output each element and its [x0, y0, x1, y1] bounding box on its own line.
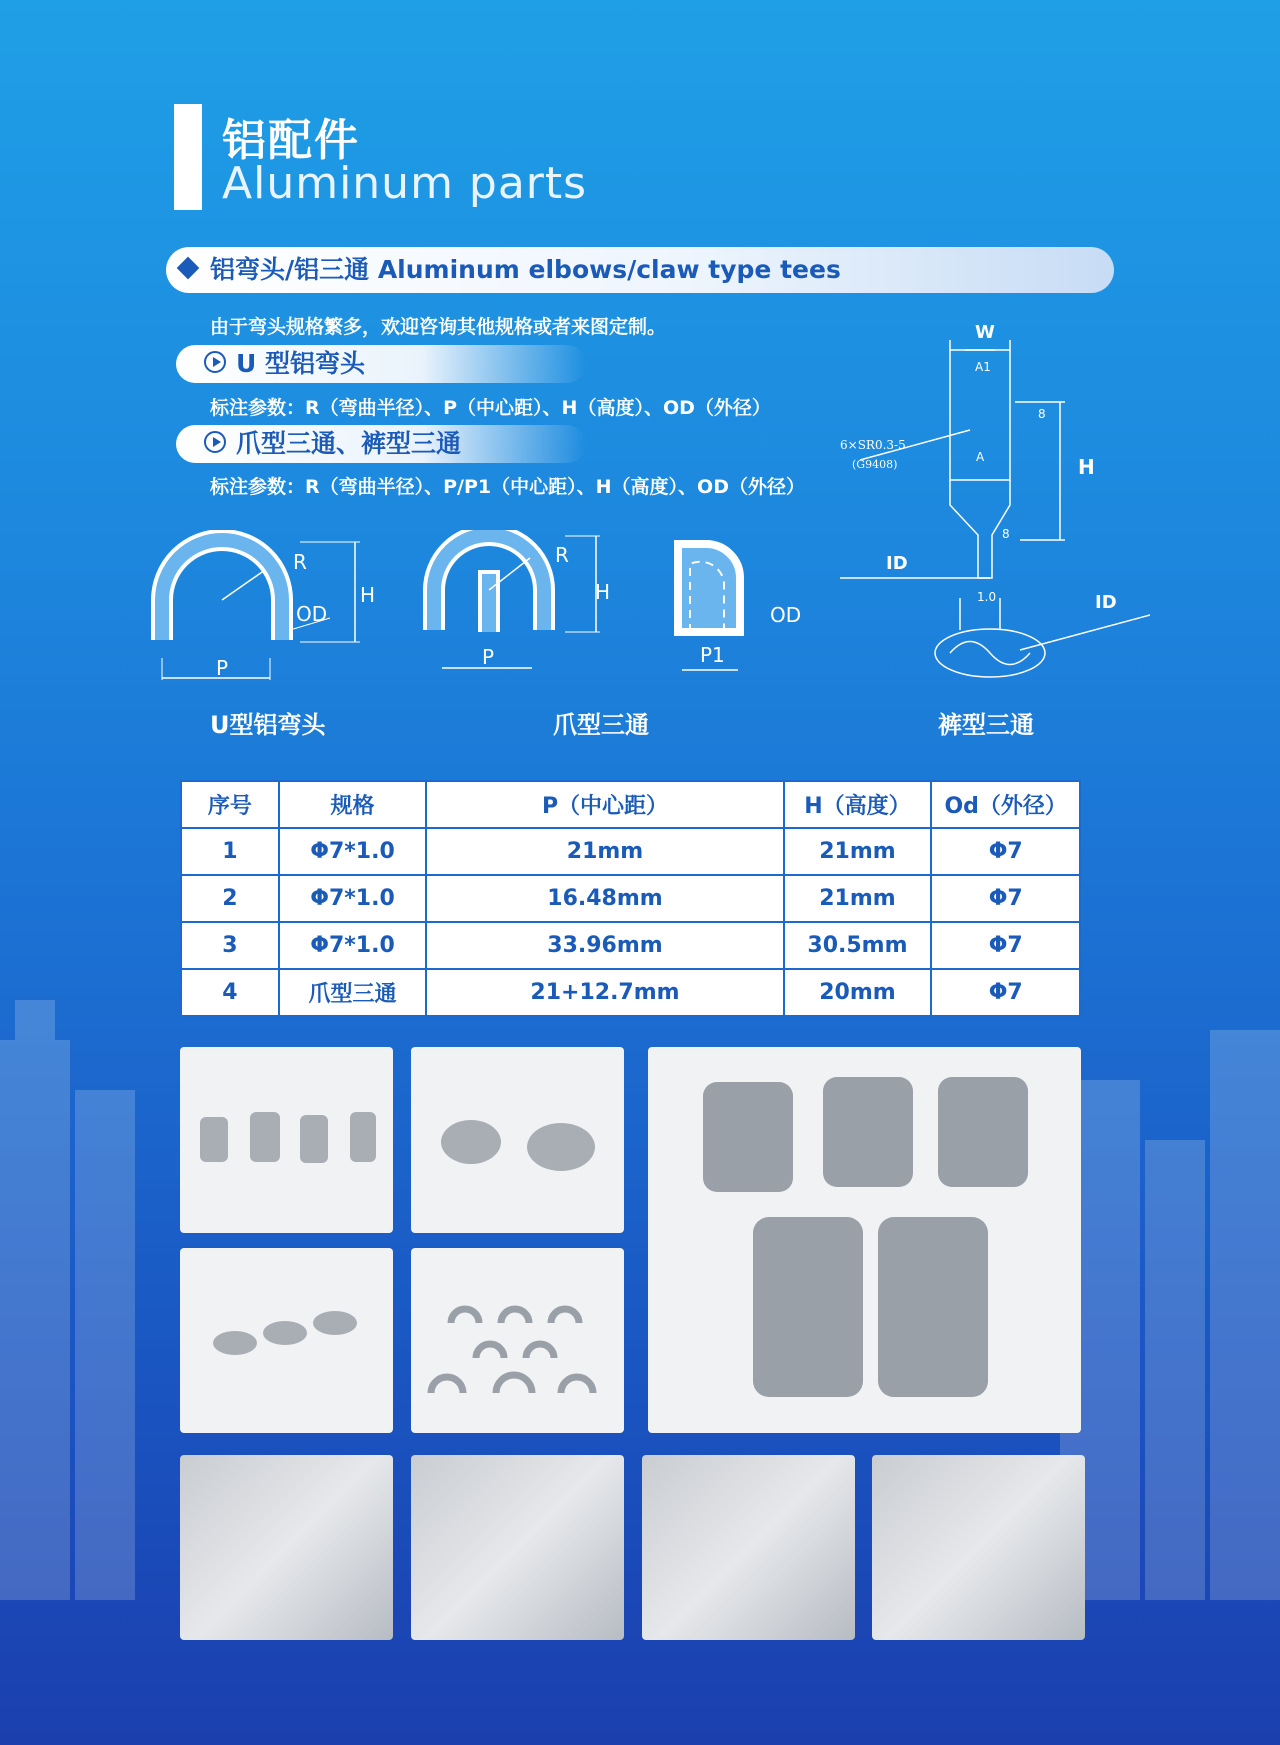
- table-cell: 30.5mm: [784, 922, 932, 969]
- pants-tee-closeup-icon: [648, 1047, 1081, 1433]
- pants-tee-label-a: A: [976, 450, 985, 464]
- subsection-title: 爪型三通、裤型三通: [236, 429, 462, 458]
- section-title: 铝弯头/铝三通 Aluminum elbows/claw type tees: [210, 255, 841, 284]
- application-photo-1: [180, 1455, 393, 1640]
- pants-tee-label-w: W: [975, 322, 995, 343]
- application-photo-4: [872, 1455, 1085, 1640]
- claw-side-label-od: OD: [770, 603, 802, 627]
- table-cell: Φ7: [931, 922, 1080, 969]
- table-header: 序号: [181, 781, 279, 828]
- title-accent-bar: [174, 104, 202, 210]
- u-elbow-label-r: R: [293, 550, 307, 574]
- diamond-icon: [177, 257, 200, 280]
- table-cell: 3: [181, 922, 279, 969]
- u-elbow-caption: U型铝弯头: [210, 711, 326, 739]
- table-row: [181, 922, 1080, 969]
- table-cell: 21mm: [426, 828, 783, 875]
- table-cell: 2: [181, 875, 279, 922]
- product-photo-pants-tees: [180, 1047, 393, 1233]
- table-cell: 21mm: [784, 875, 932, 922]
- page-title-cn: 铝配件: [222, 115, 360, 166]
- table-cell: 21mm: [784, 828, 932, 875]
- pants-tee-note1: 6×SR0.3-5: [840, 438, 906, 452]
- table-row: [181, 969, 1080, 1016]
- u-elbow-diagram: [150, 530, 400, 690]
- pants-tee-label-a1: A1: [975, 360, 991, 374]
- subsection-params: 标注参数：R（弯曲半径）、P/P1（中心距）、H（高度）、OD（外径）: [210, 476, 805, 498]
- claw-tee-diagram: [420, 530, 620, 680]
- table-row: [181, 828, 1080, 875]
- application-photo-3: [642, 1455, 855, 1640]
- table-cell: 1: [181, 828, 279, 875]
- table-cell: 21+12.7mm: [426, 969, 783, 1016]
- table-cell: 33.96mm: [426, 922, 783, 969]
- u-elbow-label-h: H: [360, 583, 376, 607]
- product-photo-claw-tees-2: [180, 1248, 393, 1433]
- product-photo-u-elbows: [411, 1248, 624, 1433]
- table-cell: Φ7*1.0: [279, 828, 427, 875]
- subsection-title: U 型铝弯头: [236, 349, 366, 378]
- subsection-u-elbow: [176, 345, 586, 383]
- pants-tee-note2: (G9408): [852, 458, 898, 471]
- table-header-row: [181, 781, 1080, 828]
- claw-tee-label-r: R: [555, 543, 569, 567]
- table-cell: Φ7: [931, 875, 1080, 922]
- play-circle-icon: [204, 351, 226, 373]
- claw-tee-caption: 爪型三通: [553, 711, 649, 739]
- claw-tee-row-icon: [180, 1248, 393, 1433]
- table-cell: Φ7: [931, 828, 1080, 875]
- table-cell: 16.48mm: [426, 875, 783, 922]
- claw-tee-parts-icon: [411, 1047, 624, 1233]
- pants-tee-label-id2: ID: [1095, 592, 1117, 613]
- table-cell: 4: [181, 969, 279, 1016]
- pants-tee-label-id: ID: [886, 553, 908, 574]
- table-row: [181, 875, 1080, 922]
- pants-tee-drawing: [820, 330, 1160, 690]
- table-header: 规格: [279, 781, 427, 828]
- pants-tee-caption: 裤型三通: [938, 711, 1034, 739]
- u-elbow-parts-icon: [411, 1248, 624, 1433]
- subsection-tees: [176, 425, 586, 463]
- pants-tee-dim-8a: 8: [1038, 407, 1046, 421]
- table-header: H（高度）: [784, 781, 932, 828]
- application-photo-2: [411, 1455, 624, 1640]
- pants-tee-dim-8b: 8: [1002, 527, 1010, 541]
- table-cell: Φ7*1.0: [279, 922, 427, 969]
- section-header: [166, 247, 1114, 293]
- table-header: P（中心距）: [426, 781, 783, 828]
- pants-tee-dim-10: 1.0: [977, 590, 997, 604]
- table-cell: Φ7: [931, 969, 1080, 1016]
- table-cell: Φ7*1.0: [279, 875, 427, 922]
- page-title-en: Aluminum parts: [222, 158, 588, 209]
- table-header: Od（外径）: [931, 781, 1080, 828]
- claw-side-label-p1: P1: [700, 643, 725, 667]
- claw-tee-label-p: P: [482, 645, 495, 669]
- claw-tee-label-h: H: [595, 580, 611, 604]
- spec-table: [180, 780, 1081, 1017]
- subsection-params: 标注参数：R（弯曲半径）、P（中心距）、H（高度）、OD（外径）: [210, 397, 771, 419]
- pants-tee-label-h: H: [1078, 455, 1095, 479]
- u-elbow-label-p: P: [216, 656, 229, 680]
- pants-tee-parts-icon: [180, 1047, 393, 1233]
- table-cell: 爪型三通: [279, 969, 427, 1016]
- table-cell: 20mm: [784, 969, 932, 1016]
- product-photo-closeup: [648, 1047, 1081, 1433]
- u-elbow-label-od: OD: [296, 602, 328, 626]
- custom-order-note: 由于弯头规格繁多，欢迎咨询其他规格或者来图定制。: [210, 316, 667, 338]
- product-photo-claw-tees: [411, 1047, 624, 1233]
- play-circle-icon: [204, 431, 226, 453]
